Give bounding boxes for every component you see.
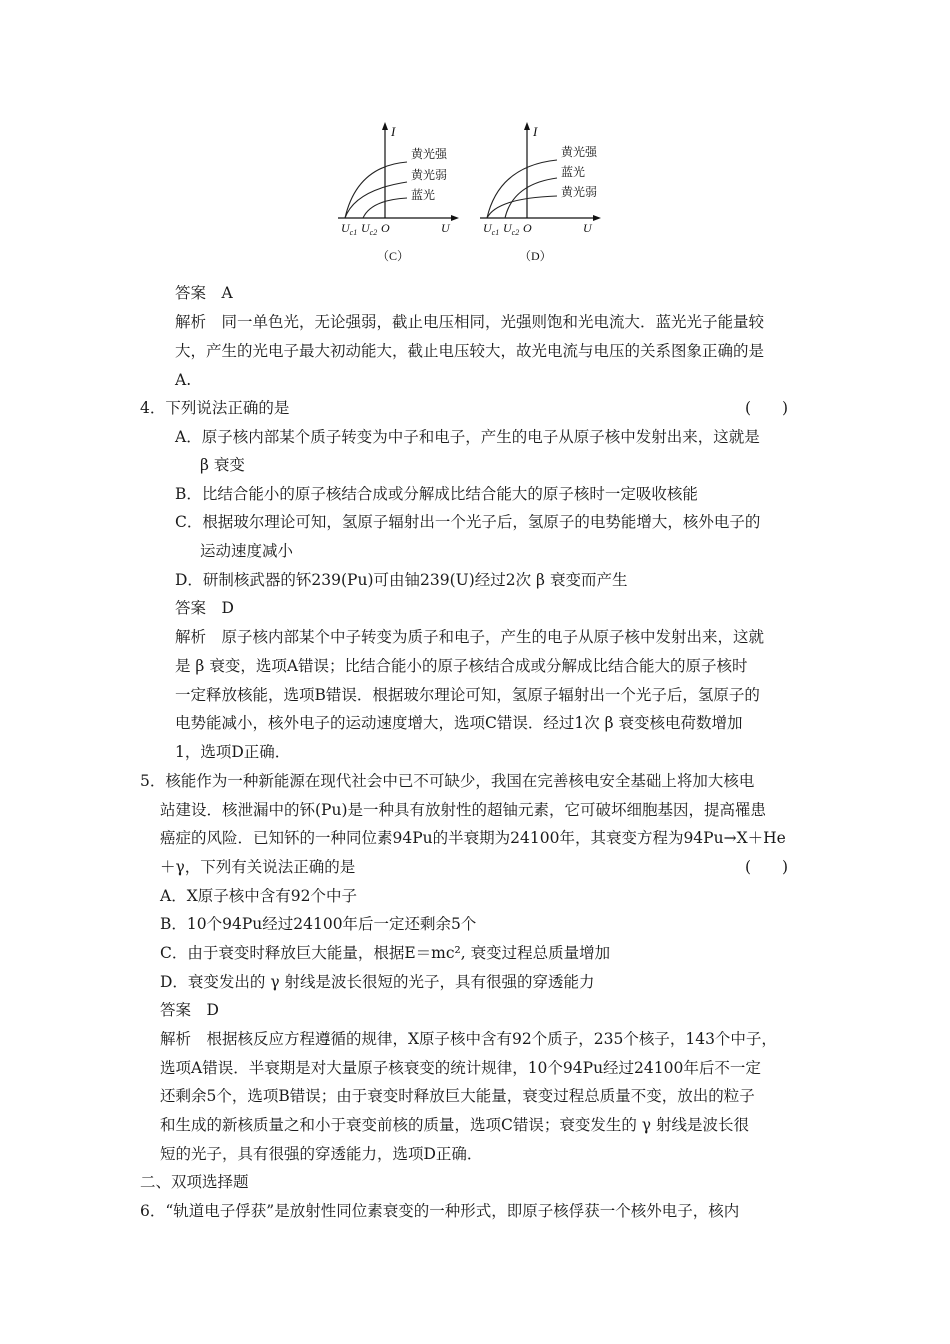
text-line: A．原子核内部某个质子转变为中子和电子，产生的电子从原子核中发射出来，这就是	[175, 428, 760, 446]
origin-label: O	[523, 221, 532, 235]
figure-d	[477, 118, 607, 268]
text-line: 解析 原子核内部某个中子转变为质子和电子，产生的电子从原子核中发射出来，这就	[175, 628, 765, 646]
uc2-label: $U_{c2}$	[503, 221, 520, 237]
curve-label-3: 黄光弱	[561, 185, 598, 199]
text-line: B．10个94Pu经过24100年后一定还剩余5个	[160, 915, 477, 933]
text-line: β 衰变	[200, 456, 245, 474]
text-line: 解析 同一单色光，无论强弱，截止电压相同，光强则饱和光电流大．蓝光光子能量较	[175, 313, 765, 331]
curve-1	[487, 160, 557, 218]
text-line: C．根据玻尔理论可知，氢原子辐射出一个光子后，氢原子的电势能增大，核外电子的	[175, 513, 761, 531]
text-line: 一定释放核能，选项B错误．根据玻尔理论可知，氢原子辐射出一个光子后，氢原子的	[175, 686, 760, 704]
figure-c	[335, 118, 465, 268]
text-line: 解析 根据核反应方程遵循的规律，X原子核中含有92个质子，235个核子，143个中子，	[160, 1030, 777, 1048]
uc1-label: $U_{c1}$	[483, 221, 500, 237]
x-axis-label: U	[441, 221, 450, 235]
x-axis-label: U	[583, 221, 592, 235]
text-line: 和生成的新核质量之和小于衰变前核的质量，选项C错误；衰变发生的 γ 射线是波长很	[160, 1116, 749, 1134]
y-axis-arrow	[382, 122, 388, 130]
text-line: 站建设．核泄漏中的钚(Pu)是一种具有放射性的超铀元素，它可破坏细胞基因，提高罹患	[160, 801, 767, 819]
curve-2	[345, 182, 407, 218]
y-axis-label: I	[533, 124, 538, 139]
text-line: A．X原子核中含有92个中子	[160, 887, 357, 905]
text-line: D．研制核武器的钚239(Pu)可由铀239(U)经过2次 β 衰变而产生	[175, 571, 628, 589]
text-line: 短的光子，具有很强的穿透能力，选项D正确．	[160, 1145, 483, 1163]
text-line: 5．核能作为一种新能源在现代社会中已不可缺少，我国在完善核电安全基础上将加大核电	[140, 772, 755, 790]
text-line: 1，选项D正确．	[175, 743, 291, 761]
curve-label-1: 黄光强	[411, 147, 448, 161]
graph-d	[477, 118, 607, 268]
text-line: 大，产生的光电子最大初动能大，截止电压较大，故光电流与电压的关系图象正确的是	[175, 342, 765, 360]
uc1-label: $U_{c1}$	[341, 221, 358, 237]
text-line: 还剩余5个，选项B错误；由于衰变时释放巨大能量，衰变过程总质量不变，放出的粒子	[160, 1087, 755, 1105]
text-line: ( )	[745, 399, 789, 417]
x-axis-arrow	[451, 215, 459, 221]
curve-label-2: 蓝光	[561, 165, 586, 179]
text-line: C．由于衰变时释放巨大能量，根据E＝mc², 衰变过程总质量增加	[160, 944, 611, 962]
origin-label: O	[381, 221, 390, 235]
text-line: 答案 D	[175, 599, 234, 617]
y-axis-label: I	[391, 124, 396, 139]
graph-c	[335, 118, 465, 268]
text-line: 是 β 衰变，选项A错误；比结合能小的原子核结合成或分解成比结合能大的原子核时	[175, 657, 748, 675]
text-line: ＋γ，下列有关说法正确的是	[160, 858, 356, 876]
curve-3	[487, 196, 557, 218]
text-line: 4．下列说法正确的是	[140, 399, 290, 417]
text-line: 6．“轨道电子俘获”是放射性同位素衰变的一种形式，即原子核俘获一个核外电子，核内	[140, 1202, 740, 1220]
x-axis-arrow	[593, 215, 601, 221]
text-line: 选项A错误．半衰期是对大量原子核衰变的统计规律，10个94Pu经过24100年后不一定	[160, 1059, 761, 1077]
uc2-label: $U_{c2}$	[361, 221, 378, 237]
text-line: 二、双项选择题	[140, 1173, 249, 1191]
text-line: A.	[175, 371, 192, 389]
curve-label-2: 黄光弱	[411, 168, 448, 182]
text-line: 运动速度减小	[200, 542, 294, 560]
curve-label-1: 黄光强	[561, 145, 598, 159]
text-line: D．衰变发出的 γ 射线是波长很短的光子，具有很强的穿透能力	[160, 973, 595, 991]
y-axis-arrow	[524, 122, 530, 130]
curve-label-3: 蓝光	[411, 188, 436, 202]
figure-caption: （C）	[377, 249, 410, 263]
text-line: B．比结合能小的原子核结合成或分解成比结合能大的原子核时一定吸收核能	[175, 485, 698, 503]
figure-caption: （D）	[519, 249, 552, 263]
text-line: 答案 A	[175, 284, 233, 302]
text-line: ( )	[745, 858, 789, 876]
text-line: 电势能减小，核外电子的运动速度增大，选项C错误．经过1次 β 衰变核电荷数增加	[175, 714, 743, 732]
text-line: 答案 D	[160, 1001, 219, 1019]
text-line: 癌症的风险．已知钚的一种同位素94Pu的半衰期为24100年，其衰变方程为94Pu→X＋He	[160, 829, 786, 847]
